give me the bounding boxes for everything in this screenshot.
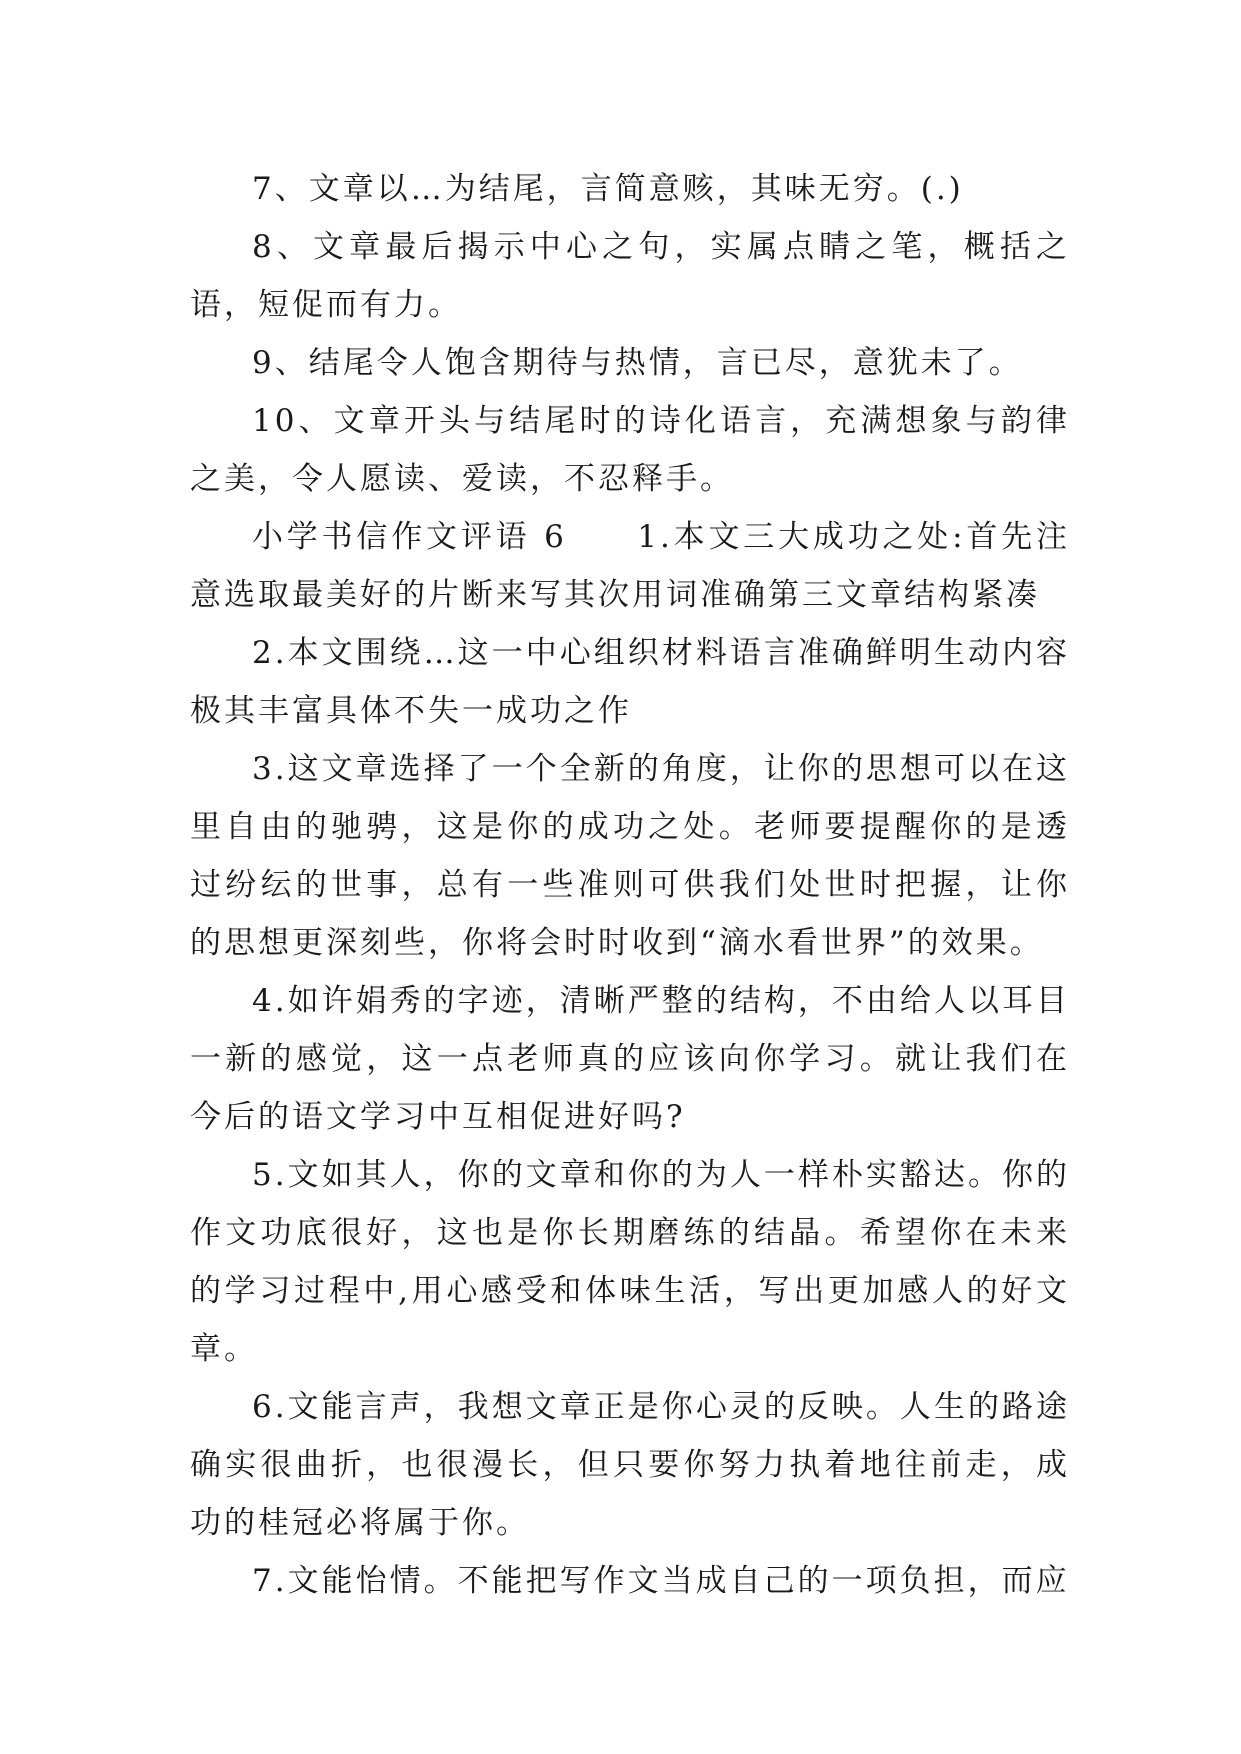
paragraph-comment-8: 8、文章最后揭示中心之句，实属点睛之笔，概括之语，短促而有力。: [190, 229, 1070, 323]
paragraph-item-6: 6.文能言声，我想文章正是你心灵的反映。人生的路途确实很曲折，也很漫长，但只要你努力执着地往前走，成功的桂冠必将属于你。: [190, 1389, 1070, 1541]
paragraph-comment-7: 7、文章以…为结尾，言简意赅，其味无穷。(.): [252, 171, 964, 207]
paragraph-item-7: 7.文能怡情。不能把写作文当成自己的一项负担，而应: [252, 1563, 1070, 1599]
paragraph-comment-10: 10、文章开头与结尾时的诗化语言，充满想象与韵律之美，令人愿读、爱读，不忍释手。: [190, 403, 1070, 497]
paragraph-item-4: 4.如许娟秀的字迹，清晰严整的结构，不由给人以耳目一新的感觉，这一点老师真的应该向你学习。就让我们在今后的语文学习中互相促进好吗?: [190, 983, 1070, 1135]
paragraph-item-5: 5.文如其人，你的文章和你的为人一样朴实豁达。你的作文功底很好，这也是你长期磨练的结晶。希望你在未来的学习过程中,用心感受和体味生活，写出更加感人的好文章。: [190, 1157, 1070, 1367]
paragraph-item-3: 3.这文章选择了一个全新的角度，让你的思想可以在这里自由的驰骋，这是你的成功之处。老师要提醒你的是透过纷纭的世事，总有一些准则可供我们处世时把握，让你的思想更深刻些，你将会时时收到“滴水看世界”的效果。: [190, 751, 1070, 961]
paragraph-comment-9: 9、结尾令人饱含期待与热情，言已尽，意犹未了。: [252, 345, 1023, 381]
paragraph-section-6-heading: 小学书信作文评语 6 1.本文三大成功之处:首先注意选取最美好的片断来写其次用词准确第三文章结构紧凑: [190, 519, 1070, 613]
document-body: [190, 160, 1070, 1610]
paragraph-item-2: 2.本文围绕…这一中心组织材料语言准确鲜明生动内容极其丰富具体不失一成功之作: [190, 635, 1070, 729]
